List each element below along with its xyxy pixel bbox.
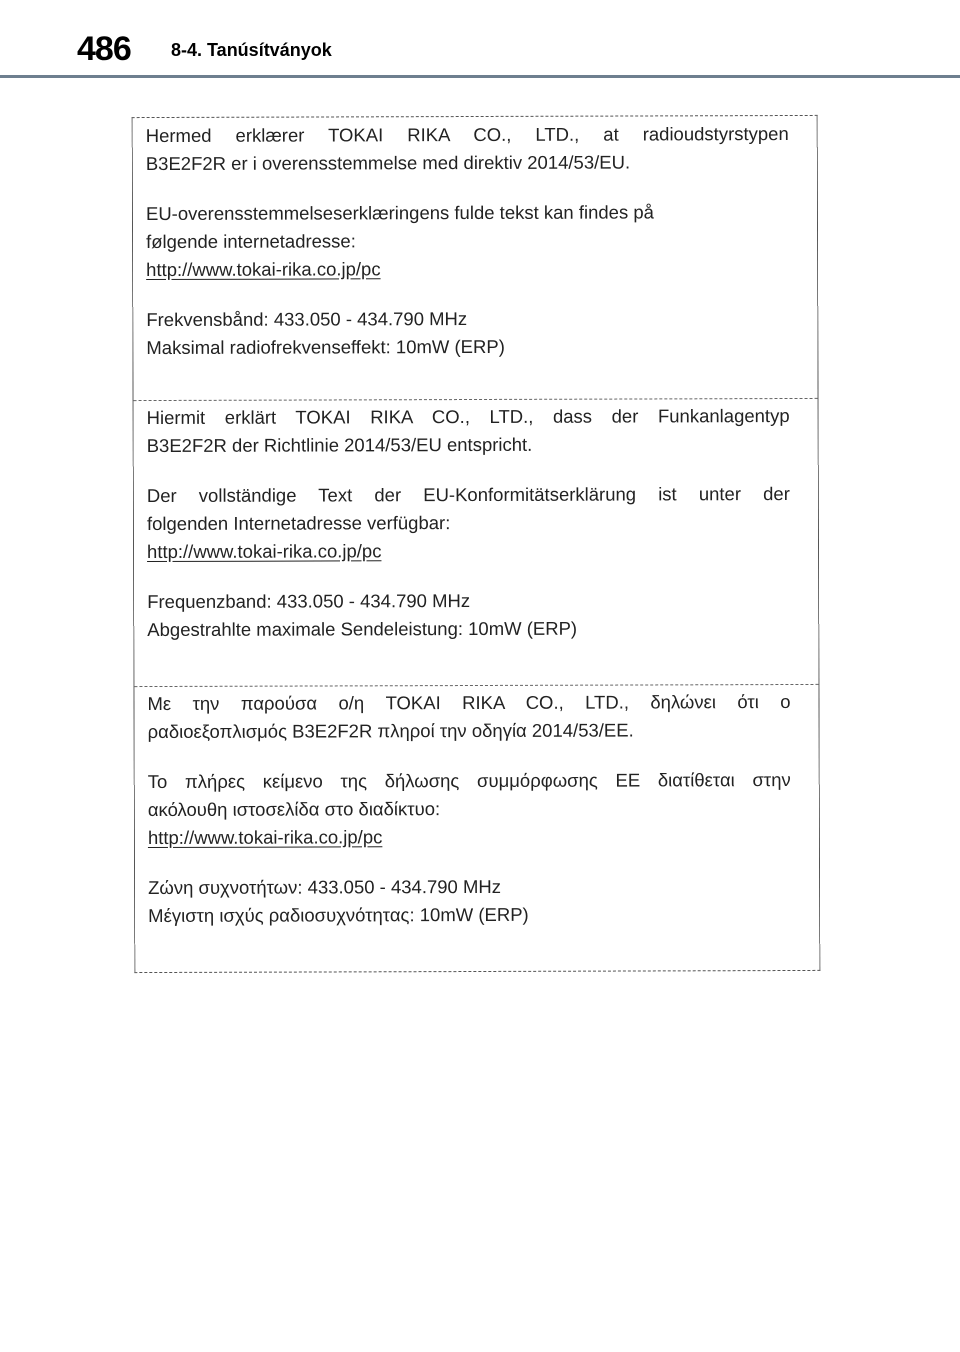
declaration-greek [134,688,819,930]
declaration-line: ακόλουθη ιστοσελίδα στο διαδίκτυο: [147,798,441,821]
max-power: Μέγιστη ισχύς ραδιοσυχνότητας: 10mW (ERP) [148,903,529,927]
declaration-line: folgenden Internetadresse verfügbar: [146,512,451,535]
header-rule [0,75,960,78]
declaration-line: Με την παρούσα ο/η TOKAI RIKA CO., LTD., δηλώνει ότι ο [147,691,791,715]
declaration-german [134,402,819,644]
declaration-url-link[interactable]: http://www.tokai-rika.co.jp/pc [147,826,383,849]
max-power: Maksimal radiofrekvenseffekt: 10mW (ERP) [146,335,505,359]
declaration-frame [132,115,821,973]
section-title: 8-4. Tanúsítványok [171,40,332,60]
block-divider [134,398,818,401]
declaration-line: Der vollständige Text der EU-Konformitätserklärung ist unter der [146,483,790,507]
page-header [0,0,960,78]
frequency-band: Ζώνη συχνοτήτων: 433.050 - 434.790 MHz [148,875,502,899]
declaration-danish [133,120,818,362]
declaration-line: følgende internetadresse: [146,230,356,253]
declaration-line: ραδιοεξοπλισμός B3E2F2R πληροί την οδηγία 2014/53/ΕΕ. [147,719,634,743]
declaration-url-link[interactable]: http://www.tokai-rika.co.jp/pc [146,258,381,281]
frequency-band: Frequenzband: 433.050 - 434.790 MHz [147,590,471,613]
declaration-line: Το πλήρες κείμενο της δήλωσης συμμόρφωσης ΕΕ διατίθεται στην [147,769,791,793]
page-number: 486 [77,30,131,68]
declaration-line: EU-overensstemmelseserklæringens fulde tekst kan findes på [145,201,654,225]
declaration-line: Hiermit erklärt TOKAI RIKA CO., LTD., dass der Funkanlagentyp [146,405,790,429]
declaration-url-link[interactable]: http://www.tokai-rika.co.jp/pc [146,540,382,563]
max-power: Abgestrahlte maximale Sendeleistung: 10mW (ERP) [147,617,578,641]
frequency-band: Frekvensbånd: 433.050 - 434.790 MHz [146,308,468,331]
block-divider [134,684,818,687]
declaration-line: Hermed erklærer TOKAI RIKA CO., LTD., at radioudstyrstypen [145,123,789,147]
declaration-line: B3E2F2R er i overensstemmelse med direktiv 2014/53/EU. [145,151,631,175]
declaration-line: B3E2F2R der Richtlinie 2014/53/EU entspricht. [146,433,533,457]
